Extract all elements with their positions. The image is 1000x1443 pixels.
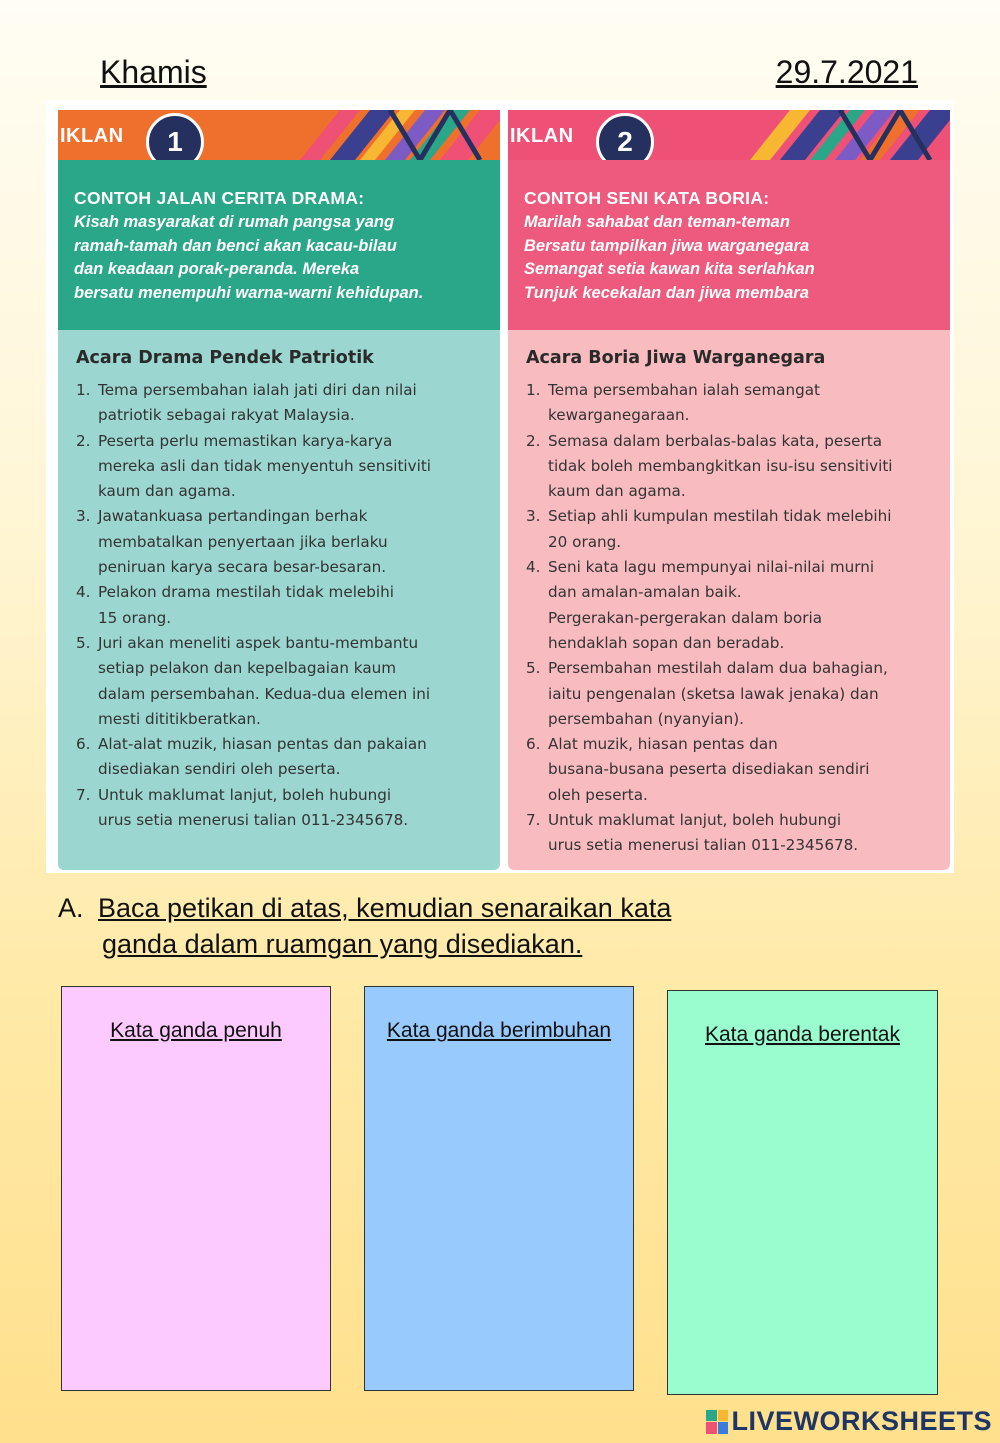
ad-1-title: Acara Drama Pendek Patriotik [76,348,374,368]
answer-box-label: Kata ganda penuh [110,1019,282,1042]
ad-2-rules-box [508,330,950,870]
ad-2-lyric-line: Bersatu tampilkan jiwa warganegara [524,236,810,255]
rule-item: 4. Seni kata lagu mempunyai nilai-nilai murni dan amalan-amalan baik. Pergerakan-pergerakan dalam boria hendaklah sopan dan beradab. [526,558,875,652]
ad-2-banner-label: IKLAN [510,125,574,147]
rule-item: 7. Untuk maklumat lanjut, boleh hubungi urus setia menerusi talian 011-2345678. [526,811,859,855]
rule-item: 3. Jawatankuasa pertandingan berhak membatalkan penyertaan jika berlaku peniruan karya secara besar-besaran. [76,507,388,577]
rule-item: 5. Juri akan meneliti aspek bantu-membantu setiap pelakon dan kepelbagaian kaum dalam persembahan. Kedua-dua elemen ini mesti dititikberatkan. [76,633,431,728]
rule-item: 4. Pelakon drama mestilah tidak melebihi 15 orang. [76,583,394,627]
rule-item: 7. Untuk maklumat lanjut, boleh hubungi urus setia menerusi talian 011-2345678. [76,785,409,830]
rule-item: 5. Persembahan mestilah dalam dua bahagian, iaitu pengenalan (sketsa lawak jenaka) dan persembahan (nyanyian). [526,659,888,728]
ad-card-1 [58,110,500,870]
instruction-line-2: ganda dalam ruamgan yang disediakan. [102,929,583,959]
rule-item: 1. Tema persembahan ialah semangat kewarganegaraan. [526,381,820,425]
ad-1-story-line: ramah-tamah dan benci akan kacau-bilau [74,236,397,255]
ad-2-number-badge: 2 [596,113,654,171]
ad-1-story-line: bersatu menempuhi warna-warni kehidupan. [74,283,424,302]
rule-item: 1. Tema persembahan ialah jati diri dan nilai patriotik sebagai rakyat Malaysia. [76,381,417,425]
advertisements-image [46,100,954,873]
ad-2-rules-list [526,378,938,859]
ad-1-story-line: dan keadaan porak-peranda. Mereka [74,260,360,278]
question-letter: A. [58,893,84,923]
ad-2-heading: CONTOH SENI KATA BORIA: [524,188,770,208]
ad-2-lyric-line: Marilah sahabat dan teman-teman [524,213,790,231]
ad-1-banner-label: IKLAN [60,125,124,147]
instruction-line-1: Baca petikan di atas, kemudian senaraikan kata [98,893,672,923]
question-instruction [58,890,671,962]
ad-1-banner [58,110,500,160]
rule-item: 2. Semasa dalam berbalas-balas kata, peserta tidak boleh membangkitkan isu-isu sensitiviti kaum dan agama. [526,431,893,501]
ad-2-banner [508,110,950,160]
ad-1-story-line: Kisah masyarakat di rumah pangsa yang [74,213,395,231]
day-label: Khamis [100,54,207,90]
ad-2-title: Acara Boria Jiwa Warganegara [526,348,826,368]
ad-1-rules-box [58,330,500,870]
liveworksheets-logo [706,1406,992,1437]
answer-box-label: Kata ganda berentak [705,1023,900,1046]
ad-1-rules-list [76,378,488,833]
ad-1-story-box [58,160,500,330]
date-label: 29.7.2021 [775,54,918,90]
ad-2-lyrics-box [508,160,950,330]
ad-1-number-badge: 1 [146,113,204,171]
rule-item: 6. Alat muzik, hiasan pentas dan busana-busana peserta disediakan sendiri oleh peserta. [526,735,870,804]
answer-box-kata-ganda-berentak[interactable] [667,990,938,1395]
rule-item: 6. Alat-alat muzik, hiasan pentas dan pakaian disediakan sendiri oleh peserta. [76,735,427,779]
answer-box-kata-ganda-berimbuhan[interactable] [364,986,634,1391]
answer-box-label: Kata ganda berimbuhan [386,1019,612,1042]
rule-item: 2. Peserta perlu memastikan karya-karya mereka asli dan tidak menyentuh sensitiviti kaum dan agama. [76,431,432,501]
ad-2-geometric-pattern [750,110,950,160]
answer-box-kata-ganda-penuh[interactable] [61,986,331,1391]
ad-1-heading: CONTOH JALAN CERITA DRAMA: [74,188,365,208]
liveworksheets-icon [706,1410,728,1434]
brand-name: LIVEWORKSHEETS [731,1406,992,1436]
ad-card-2 [508,110,950,870]
ad-2-lyric-line: Semangat setia kawan kita serlahkan [524,260,815,278]
ad-1-geometric-pattern [300,110,500,160]
rule-item: 3. Setiap ahli kumpulan mestilah tidak melebihi 20 orang. [526,507,892,551]
ad-2-lyric-line: Tunjuk kecekalan dan jiwa membara [524,283,809,302]
